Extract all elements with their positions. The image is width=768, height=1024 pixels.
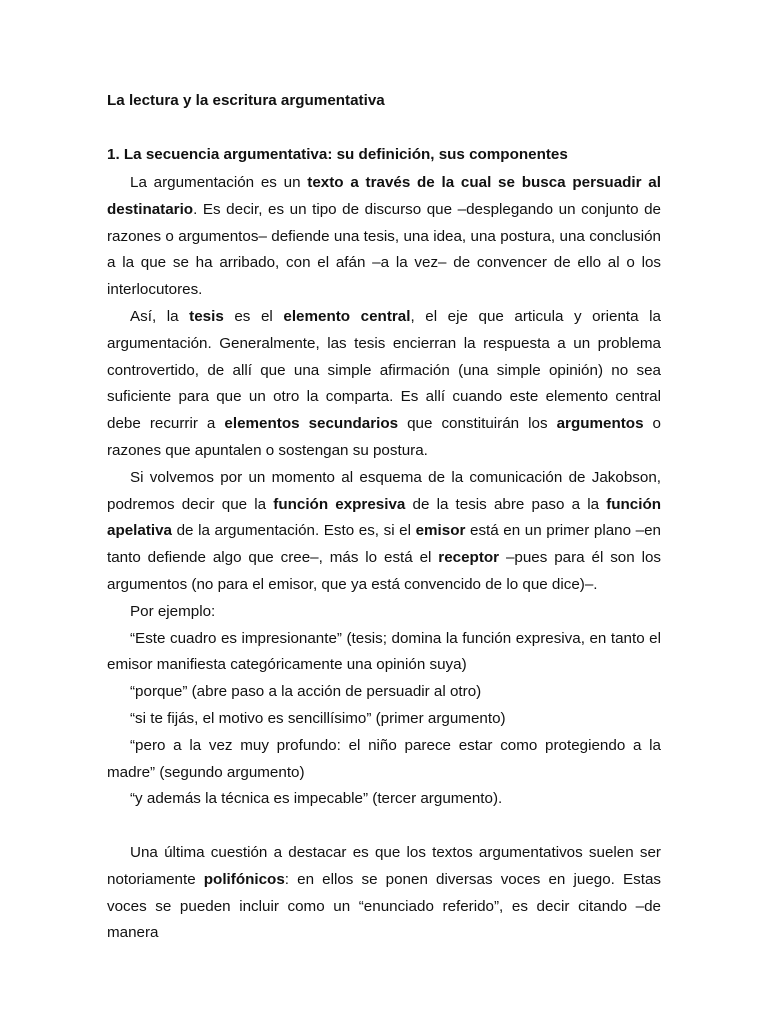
text-run: , el eje que articula y orienta la argumentación. Generalmente, las tesis encierran la respuesta a un problema controvertido, de allí que una simple afirmación (una simple opinión) no sea suficiente para que un otro la comparta. Es allí cuando este elemento central debe recurrir a: [107, 307, 661, 433]
text-run: de la tesis abre paso a la: [405, 495, 607, 513]
example-second-argument: “pero a la vez muy profundo: el niño parece estar como protegiendo a la madre” (segundo argumento): [107, 736, 661, 781]
text-run: . Es decir, es un tipo de discurso que –desplegando un conjunto de razones o argumentos– defiende una tesis, una idea, una postura, una conclusión a la que se ha arribado, con el afán –a la vez– de convencer de ello al o los interlocutores.: [107, 200, 661, 299]
bold-run: tesis: [189, 307, 224, 325]
text-run: Una última cuestión a destacar es que los textos argumentativos suelen ser notoriamente: [107, 843, 661, 888]
paragraph-polyphony: [107, 840, 661, 947]
text-run: Así, la: [130, 307, 190, 325]
bold-run: argumentos: [556, 415, 644, 433]
section-heading: 1. La secuencia argumentativa: su definición, sus componentes: [107, 146, 568, 163]
paragraph-jakobson: [107, 465, 661, 599]
text-run: o razones que apuntalen o sostengan su postura.: [107, 415, 661, 459]
document-title: La lectura y la escritura argumentativa: [107, 92, 385, 109]
text-run: que constituirán los: [398, 415, 557, 433]
example-thesis: “Este cuadro es impresionante” (tesis; domina la función expresiva, en tanto el emisor manifiesta categóricamente una opinión suya): [107, 629, 661, 674]
bold-run: texto a través de la cual se busca persuadir al destinatario: [107, 174, 661, 218]
bold-run: función expresiva: [273, 495, 406, 513]
text-run: de la argumentación. Esto es, si el: [172, 522, 416, 540]
text-run: Si volvemos por un momento al esquema de la comunicación de Jakobson, podremos decir que la: [107, 468, 661, 513]
paragraph-definition: [107, 170, 661, 304]
example-intro: Por ejemplo:: [130, 602, 216, 620]
bold-run: receptor: [438, 549, 500, 567]
bold-run: emisor: [415, 522, 466, 540]
text-run: : en ellos se ponen diversas voces en juego. Estas voces se pueden incluir como un “enunciado referido”, es decir citando –de manera: [107, 870, 661, 942]
example-first-argument: “si te fijás, el motivo es sencillísimo” (primer argumento): [130, 709, 506, 727]
example-connector: “porque” (abre paso a la acción de persuadir al otro): [130, 683, 482, 701]
bold-run: polifónicos: [203, 870, 285, 888]
text-run: está en un primer plano –en tanto defiende algo que cree–, más lo está el: [107, 522, 661, 567]
body-text: [107, 170, 661, 947]
bold-run: elementos secundarios: [224, 415, 399, 433]
text-run: –pues para él son los argumentos (no para el emisor, que ya está convencido de lo que dice)–.: [107, 549, 661, 593]
paragraph-thesis: [107, 304, 661, 465]
example-third-argument: “y además la técnica es impecable” (tercer argumento).: [130, 790, 503, 808]
bold-run: elemento central: [283, 307, 411, 325]
text-run: La argumentación es un: [130, 174, 308, 191]
bold-run: función apelativa: [107, 495, 662, 540]
text-run: es el: [223, 307, 284, 325]
